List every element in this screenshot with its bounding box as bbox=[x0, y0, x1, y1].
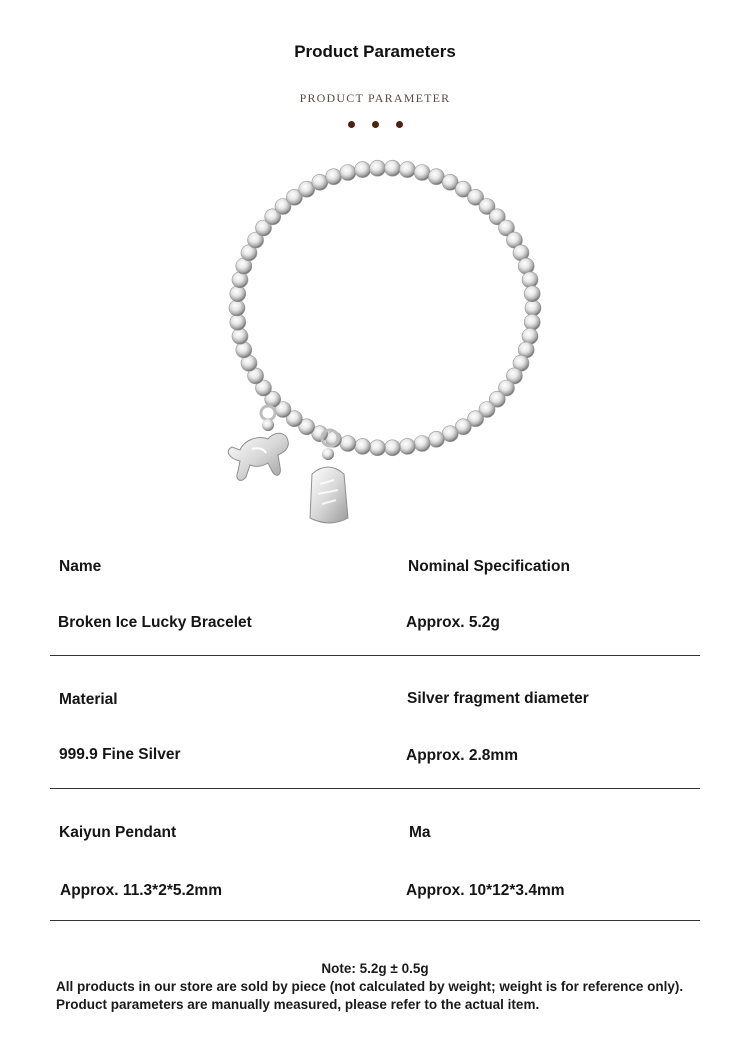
horse-charm bbox=[228, 406, 288, 480]
bead bbox=[524, 314, 540, 330]
bead bbox=[326, 169, 342, 185]
page-subtitle: PRODUCT PARAMETER bbox=[299, 91, 451, 105]
bead bbox=[355, 162, 371, 178]
table-divider bbox=[50, 920, 700, 921]
table-divider bbox=[50, 788, 700, 789]
bead bbox=[399, 162, 415, 178]
bead bbox=[385, 440, 401, 456]
table-divider bbox=[50, 655, 700, 656]
bead bbox=[340, 165, 356, 181]
spec-diameter-label: Silver fragment diameter bbox=[407, 690, 589, 707]
bead bbox=[370, 160, 386, 176]
spec-pendant-label: Kaiyun Pendant bbox=[59, 824, 177, 841]
dot-icon bbox=[372, 121, 379, 128]
decorative-dots bbox=[0, 121, 750, 128]
weight-note: Note: 5.2g ± 0.5g bbox=[321, 961, 429, 976]
bead bbox=[355, 438, 371, 454]
spec-ma-value: Approx. 10*12*3.4mm bbox=[406, 882, 565, 899]
bead bbox=[385, 160, 401, 176]
bead bbox=[229, 300, 245, 316]
bead bbox=[414, 436, 430, 452]
spec-name-label: Name bbox=[59, 558, 102, 575]
bead bbox=[524, 286, 540, 302]
spec-material-value: 999.9 Fine Silver bbox=[59, 746, 181, 763]
spec-name-value: Broken Ice Lucky Bracelet bbox=[58, 614, 252, 631]
bead bbox=[230, 286, 246, 302]
page-title: Product Parameters bbox=[294, 42, 456, 61]
spec-diameter-value: Approx. 2.8mm bbox=[406, 747, 518, 764]
spec-ma-label: Ma bbox=[409, 824, 431, 841]
spec-material-label: Material bbox=[59, 691, 118, 708]
spec-pendant-value: Approx. 11.3*2*5.2mm bbox=[60, 882, 222, 899]
bead bbox=[522, 272, 538, 288]
bead bbox=[428, 431, 444, 447]
note-line-1: All products in our store are sold by piece (not calculated by weight; weight is for reference only). bbox=[56, 979, 684, 994]
bracelet-image bbox=[190, 150, 560, 535]
dot-icon bbox=[396, 121, 403, 128]
bead bbox=[370, 440, 386, 456]
bead bbox=[525, 300, 541, 316]
dot-icon bbox=[348, 121, 355, 128]
bead bbox=[230, 314, 246, 330]
bead bbox=[414, 165, 430, 181]
note-line-2: Product parameters are manually measured, please refer to the actual item. bbox=[56, 997, 540, 1012]
spec-nominal-value: Approx. 5.2g bbox=[406, 614, 500, 631]
bead bbox=[340, 436, 356, 452]
bead bbox=[232, 328, 248, 344]
bead bbox=[399, 438, 415, 454]
spec-nominal-label: Nominal Specification bbox=[408, 558, 570, 575]
